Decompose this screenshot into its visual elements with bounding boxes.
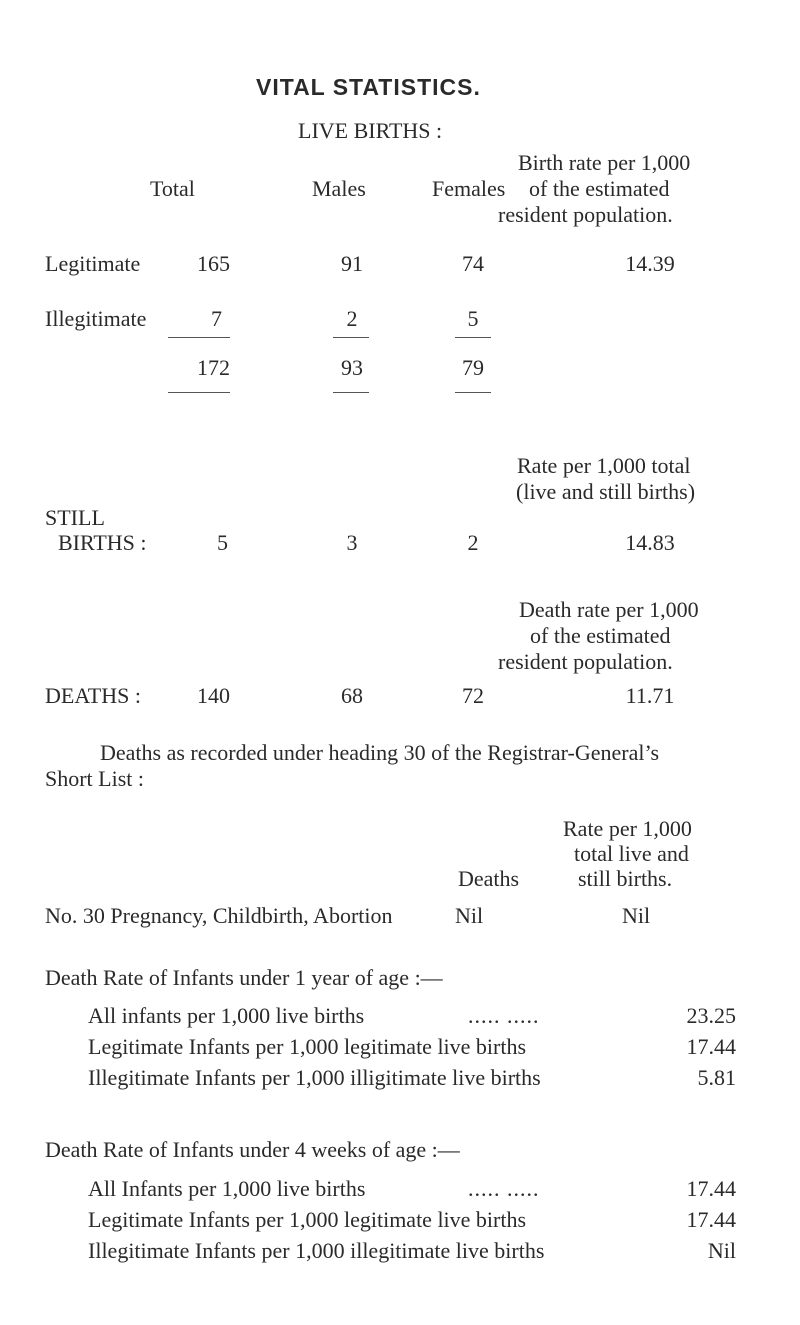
death-rate-header-1: Death rate per 1,000 [519, 597, 699, 622]
live-births-heading: LIVE BIRTHS : [298, 118, 443, 143]
heading30-rate-header-3: still births. [578, 866, 673, 891]
infants-1yr-row-value: 5.81 [697, 1065, 736, 1090]
cell-illegitimate-total: 7 [211, 306, 222, 331]
still-births-label-1: STILL [45, 505, 105, 530]
col-birth-rate-header-2: of the estimated [529, 176, 670, 201]
total-rule-males [333, 392, 369, 393]
death-rate-header-3: resident population. [498, 649, 673, 674]
sum-rule-males [333, 337, 369, 338]
still-rate-header-1: Rate per 1,000 total [517, 453, 691, 478]
infants-1yr-row-label: All infants per 1,000 live births [88, 1003, 365, 1028]
cell-legitimate-females: 74 [462, 251, 484, 276]
heading30-row-rate: Nil [622, 903, 651, 928]
cell-legitimate-rate: 14.39 [625, 251, 675, 276]
infants-4wk-row-leader: ..... ..... [468, 1176, 540, 1201]
infants-4wk-row-label: All Infants per 1,000 live births [88, 1176, 366, 1201]
heading30-line1: Deaths as recorded under heading 30 of the Registrar-General’s [100, 740, 660, 765]
cell-total-males: 93 [341, 355, 363, 380]
death-rate-header-2: of the estimated [530, 623, 671, 648]
infants-1yr-row-label: Illegitimate Infants per 1,000 illigitimate live births [88, 1065, 541, 1090]
cell-total-total: 172 [197, 355, 230, 380]
col-birth-rate-header-1: Birth rate per 1,000 [518, 150, 691, 175]
still-rate-header-2: (live and still births) [516, 479, 696, 504]
cell-illegitimate-males: 2 [346, 306, 358, 331]
deaths-label: DEATHS : [45, 683, 141, 708]
infants-4wk-row-value: 17.44 [686, 1176, 736, 1201]
heading30-row-label: No. 30 Pregnancy, Childbirth, Abortion [45, 903, 393, 928]
deaths-total: 140 [197, 683, 230, 708]
heading30-deaths-header: Deaths [458, 866, 520, 891]
cell-legitimate-males: 91 [341, 251, 363, 276]
infants-4wk-heading: Death Rate of Infants under 4 weeks of age :— [45, 1137, 460, 1162]
col-total-header: Total [150, 176, 195, 201]
infants-4wk-row-label: Illegitimate Infants per 1,000 illegitimate live births [88, 1238, 545, 1263]
total-rule-total [168, 392, 230, 393]
cell-total-females: 79 [462, 355, 484, 380]
still-births-label-2: BIRTHS : [58, 530, 147, 555]
infants-1yr-row-value: 17.44 [686, 1034, 736, 1059]
infants-1yr-row-leader: ..... ..... [468, 1003, 540, 1028]
heading30-line2: Short List : [45, 766, 145, 791]
heading30-row-deaths: Nil [455, 903, 484, 928]
still-births-rate: 14.83 [625, 530, 675, 555]
still-births-total: 5 [217, 530, 228, 555]
infants-1yr-row-label: Legitimate Infants per 1,000 legitimate live births [88, 1034, 527, 1059]
deaths-rate: 11.71 [625, 683, 675, 708]
page-title: VITAL STATISTICS. [256, 74, 481, 100]
cell-legitimate-total: 165 [197, 251, 230, 276]
infants-4wk-row-value: 17.44 [686, 1207, 736, 1232]
cell-illegitimate-females: 5 [467, 306, 479, 331]
infants-4wk-row-label: Legitimate Infants per 1,000 legitimate live births [88, 1207, 527, 1232]
col-birth-rate-header-3: resident population. [498, 202, 673, 227]
row-label-illegitimate: Illegitimate [45, 306, 147, 331]
sum-rule-total [168, 337, 230, 338]
total-rule-females [455, 392, 491, 393]
col-females-header: Females [432, 176, 506, 201]
still-births-females: 2 [467, 530, 479, 555]
heading30-rate-header-2: total live and [574, 841, 689, 866]
still-births-males: 3 [346, 530, 358, 555]
heading30-rate-header-1: Rate per 1,000 [563, 816, 692, 841]
row-label-legitimate: Legitimate [45, 251, 141, 276]
sum-rule-females [455, 337, 491, 338]
infants-1yr-row-value: 23.25 [686, 1003, 736, 1028]
infants-1yr-heading: Death Rate of Infants under 1 year of age :— [45, 965, 443, 990]
deaths-males: 68 [341, 683, 363, 708]
col-males-header: Males [312, 176, 366, 201]
infants-4wk-row-value: Nil [707, 1238, 736, 1263]
deaths-females: 72 [462, 683, 484, 708]
